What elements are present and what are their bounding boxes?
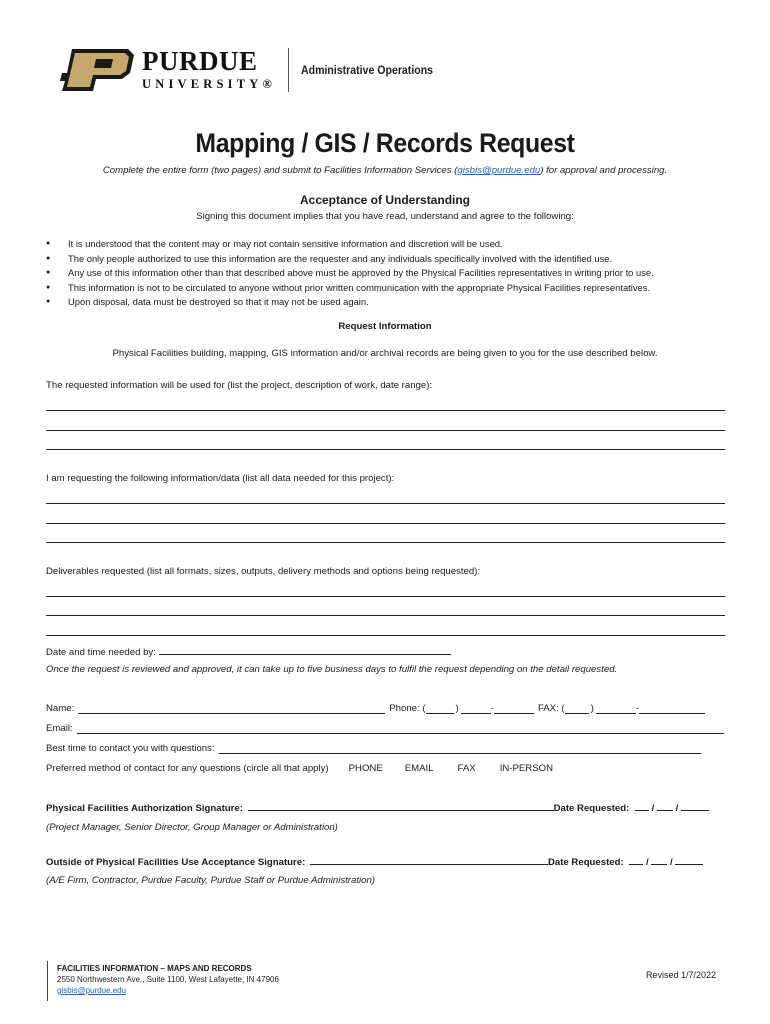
method-fax[interactable]: FAX [457, 763, 476, 774]
request-heading: Request Information [338, 321, 432, 332]
pf-signature-note: (Project Manager, Senior Director, Group Manager or Administration) [46, 822, 338, 833]
acceptance-list [46, 237, 654, 310]
outside-signature-label: Outside of Physical Facilities Use Acceptance Signature: [46, 857, 306, 868]
pf-signature-label: Physical Facilities Authorization Signature: [46, 803, 243, 814]
outside-signature-field[interactable] [310, 855, 548, 865]
date-needed-label: Date and time needed by: [46, 647, 156, 658]
date-slash: / [675, 803, 679, 814]
pf-date-label: Date Requested: [553, 803, 630, 814]
use-line-1[interactable] [46, 410, 725, 411]
list-item: ● Upon disposal, data must be destroyed so that it may not be used again. [46, 295, 654, 310]
use-line-2[interactable] [46, 430, 725, 431]
date-slash: / [651, 803, 655, 814]
outside-date-month[interactable] [629, 855, 643, 865]
preferred-label: Preferred method of contact for any questions (circle all that apply) [46, 763, 329, 774]
purdue-p-logo-icon [58, 47, 136, 93]
email-field[interactable] [77, 724, 724, 734]
pf-signature-row [46, 801, 709, 814]
method-phone[interactable]: PHONE [348, 763, 383, 774]
outside-signature-row [46, 855, 703, 868]
unit-name: Administrative Operations [301, 63, 434, 77]
list-item: ● It is understood that the content may or may not contain sensitive information and discretion will be used. [46, 237, 654, 252]
contact-method-row [46, 763, 553, 774]
pf-signature-field[interactable] [248, 801, 554, 811]
footer-email-link[interactable]: gisbis@purdue.edu [57, 986, 127, 995]
name-label: Name: [46, 703, 75, 714]
page-title: Mapping / GIS / Records Request [195, 128, 575, 158]
page-subtitle [0, 165, 770, 176]
data-line-1[interactable] [46, 503, 725, 504]
fax-dash: - [635, 703, 640, 714]
use-line-3[interactable] [46, 449, 725, 450]
data-label: I am requesting the following information/data (list all data needed for this project): [46, 473, 395, 484]
phone-area-field[interactable] [426, 704, 454, 714]
footer-address: 2550 Northwestern Ave., Suite 1100, West Lafayette, IN 47906 [57, 975, 279, 984]
method-in-person[interactable]: IN-PERSON [499, 763, 553, 774]
fax-area-field[interactable] [565, 704, 589, 714]
phone-line-field[interactable] [494, 704, 534, 714]
contact-name-row [46, 703, 705, 714]
fax-label: FAX: ( [537, 703, 565, 714]
date-slash: / [646, 857, 649, 868]
request-intro: Physical Facilities building, mapping, GIS information and/or archival records are being given to you for the use described below. [112, 348, 658, 359]
outside-date-label: Date Requested: [547, 857, 624, 868]
header-divider [288, 48, 289, 92]
use-label: The requested information will be used for (list the project, description of work, date range): [46, 380, 433, 391]
footer-contact [57, 963, 279, 996]
wordmark-purdue: PURDUE [142, 46, 258, 76]
name-field[interactable] [78, 704, 385, 714]
fax-line-field[interactable] [639, 704, 705, 714]
best-time-field[interactable] [219, 744, 701, 754]
date-slash: / [670, 857, 673, 868]
pf-date-year[interactable] [681, 801, 709, 811]
date-needed-row [46, 645, 451, 658]
subtitle-before: Complete the entire form (two pages) and submit to Facilities Information Services ( [102, 165, 458, 176]
submit-email-link[interactable]: gisbis@purdue.edu [457, 165, 541, 176]
acceptance-intro: Signing this document implies that you have read, understand and agree to the following: [196, 211, 574, 222]
purdue-header [58, 46, 451, 94]
phone-label: Phone: ( [389, 703, 426, 714]
method-email[interactable]: EMAIL [404, 763, 434, 774]
list-item: ● The only people authorized to use this information are the requester and any individuals specifically involved with the identified use. [46, 252, 654, 267]
fax-paren: ) [590, 703, 594, 714]
revised-date: Revised 1/7/2022 [645, 970, 716, 980]
phone-dash: - [490, 703, 494, 714]
contact-email-row [46, 723, 724, 734]
pf-date-day[interactable] [657, 801, 673, 811]
list-item: ● This information is not to be circulated to anyone without prior written communication with the appropriate Physical Facilities representatives. [46, 281, 654, 296]
outside-date-year[interactable] [675, 855, 703, 865]
phone-paren: ) [455, 703, 459, 714]
review-note: Once the request is reviewed and approved, it can take up to five business days to fulfil the request depending on the detail requested. [46, 664, 618, 675]
outside-signature-note: (A/E Firm, Contractor, Purdue Faculty, Purdue Staff or Purdue Administration) [46, 875, 375, 886]
date-needed-field[interactable] [159, 645, 451, 655]
data-line-2[interactable] [46, 523, 725, 524]
pf-date-month[interactable] [635, 801, 649, 811]
deliverables-label: Deliverables requested (list all formats, sizes, outputs, delivery methods and options being requested): [46, 566, 481, 577]
outside-date-day[interactable] [651, 855, 667, 865]
purdue-wordmark [142, 48, 276, 92]
deliverables-line-1[interactable] [46, 596, 725, 597]
contact-time-row [46, 743, 701, 754]
fax-prefix-field[interactable] [596, 704, 636, 714]
subtitle-after: ) for approval and processing. [540, 165, 668, 176]
footer-heading: FACILITIES INFORMATION – MAPS AND RECORDS [57, 964, 252, 973]
data-line-3[interactable] [46, 542, 725, 543]
email-label: Email: [46, 723, 73, 734]
footer-divider [47, 961, 48, 1001]
best-time-label: Best time to contact you with questions: [46, 743, 215, 754]
deliverables-line-3[interactable] [46, 635, 725, 636]
wordmark-university: UNIVERSITY® [142, 77, 277, 91]
acceptance-heading: Acceptance of Understanding [299, 193, 471, 207]
deliverables-line-2[interactable] [46, 615, 725, 616]
list-item: ● Any use of this information other than that described above must be approved by the Physical Facilities representatives in writing prior to use. [46, 266, 654, 281]
phone-prefix-field[interactable] [461, 704, 491, 714]
